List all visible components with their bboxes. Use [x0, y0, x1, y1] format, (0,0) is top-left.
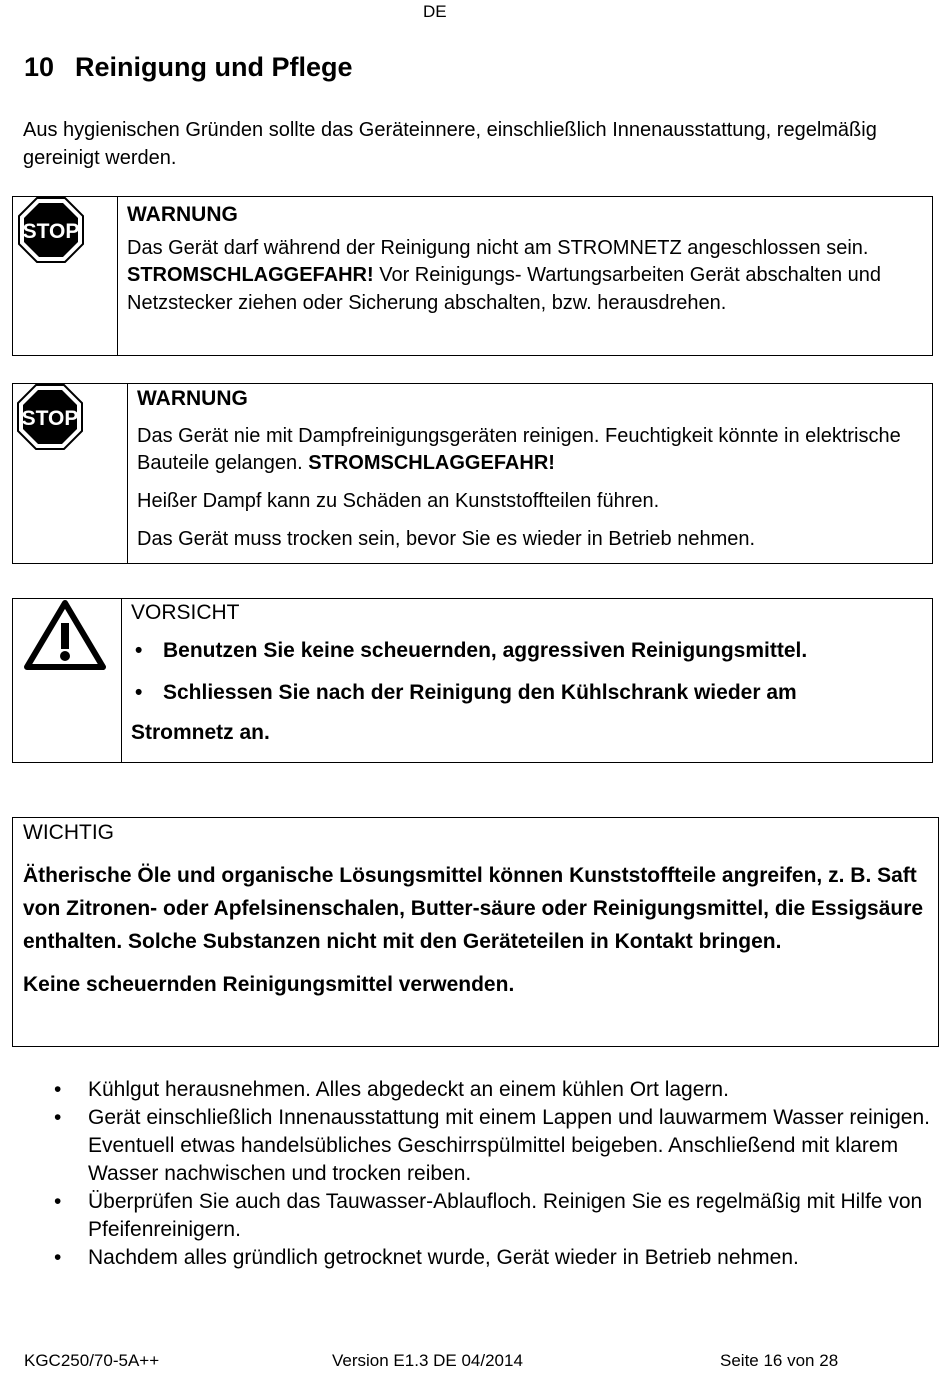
warning-text-part: Vor Reinigungs- Wartungsarbeiten Gerät abschalten und Netzstecker ziehen oder Sicherung abschalten, bzw. herausdrehen. [127, 264, 882, 314]
warning-icon-cell [13, 197, 118, 355]
caution-heading: VORSICHT [131, 601, 240, 624]
svg-text:STOP: STOP [22, 220, 80, 243]
hazard-label: STROMSCHLAGGEFAHR! [127, 264, 374, 286]
list-item [131, 681, 921, 705]
bullet-icon: • [135, 681, 143, 704]
footer-page-number: Seite 16 von 28 [720, 1351, 839, 1370]
caution-bullet-text: Benutzen Sie keine scheuernden, aggressiven Reinigungsmittel. [163, 639, 808, 662]
warning-icon-cell [13, 384, 128, 563]
warning-heading: WARNUNG [127, 203, 238, 226]
bullet-icon: • [135, 639, 143, 662]
language-label: DE [423, 2, 447, 21]
bullet-icon: • [54, 1078, 62, 1101]
cleaning-steps-list [54, 1076, 934, 1272]
list-item [54, 1104, 934, 1188]
list-item [54, 1076, 934, 1104]
section-title [24, 52, 353, 83]
caution-body [131, 599, 921, 745]
warning-box-steam [12, 383, 933, 564]
warning-box-power [12, 196, 933, 356]
list-item [131, 639, 921, 663]
list-item [54, 1188, 934, 1244]
svg-text:STOP: STOP [21, 407, 79, 430]
section-title-text: Reinigung und Pflege [75, 52, 353, 82]
hazard-label: STROMSCHLAGGEFAHR! [308, 452, 555, 474]
warning-text-line: Heißer Dampf kann zu Schäden an Kunststoffteilen führen. [137, 490, 660, 512]
important-box [12, 817, 939, 1047]
important-heading: WICHTIG [23, 821, 114, 844]
section-number: 10 [24, 52, 55, 82]
important-note: Keine scheuernden Reinigungsmittel verwenden. [23, 973, 515, 996]
warning-text [127, 235, 927, 318]
step-text: Kühlgut herausnehmen. Alles abgedeckt an einem kühlen Ort lagern. [88, 1078, 729, 1101]
warning-heading: WARNUNG [137, 387, 248, 410]
warning-text-line: Das Gerät muss trocken sein, bevor Sie es wieder in Betrieb nehmen. [137, 528, 756, 550]
stop-sign-icon [17, 384, 83, 450]
caution-icon-cell [13, 599, 122, 762]
stop-sign-icon [18, 197, 84, 263]
warning-text-part: Das Gerät nie mit Dampfreinigungsgeräten reinigen. Feuchtigkeit könnte in elektrische Bauteile gelangen. [137, 425, 901, 474]
important-paragraph: Ätherische Öle und organische Lösungsmittel können Kunststoffteile angreifen, z. B. Saft von Zitronen- oder Apfelsinenschalen, Butter-säure oder Reinigungsmittel, die Essigsäure enthalten. Solche Substanzen nicht mit den Geräteteilen in Kontakt bringen. [23, 864, 924, 953]
warning-text-part: Das Gerät darf während der Reinigung nicht am STROMNETZ angeschlossen sein. [127, 236, 869, 259]
warning-triangle-icon [24, 599, 106, 671]
bullet-icon: • [54, 1190, 62, 1213]
step-text: Überprüfen Sie auch das Tauwasser-Ablaufloch. Reinigen Sie es regelmäßig mit Hilfe von Pfeifenreinigern. [88, 1190, 923, 1241]
important-body [23, 818, 928, 1001]
caution-box [12, 598, 933, 763]
warning-body [137, 384, 927, 553]
bullet-icon: • [54, 1246, 62, 1269]
warning-body [127, 199, 927, 317]
list-item [54, 1244, 934, 1272]
step-text: Gerät einschließlich Innenausstattung mit einem Lappen und lauwarmem Wasser reinigen. Eventuell etwas handelsübliches Geschirrspülmittel beigeben. Anschließend mit klarem Wasser nachwischen und trocken reiben. [88, 1106, 930, 1185]
caution-continuation: Stromnetz an. [131, 721, 270, 744]
warning-text [137, 423, 927, 477]
bullet-icon: • [54, 1106, 62, 1129]
step-text: Nachdem alles gründlich getrocknet wurde, Gerät wieder in Betrieb nehmen. [88, 1246, 799, 1269]
footer-model: KGC250/70-5A++ [24, 1351, 160, 1370]
footer-version: Version E1.3 DE 04/2014 [332, 1351, 523, 1370]
caution-bullet-text: Schliessen Sie nach der Reinigung den Kühlschrank wieder am [163, 681, 797, 704]
intro-paragraph: Aus hygienischen Gründen sollte das Geräteinnere, einschließlich Innenausstattung, regelmäßig gereinigt werden. [23, 119, 877, 169]
